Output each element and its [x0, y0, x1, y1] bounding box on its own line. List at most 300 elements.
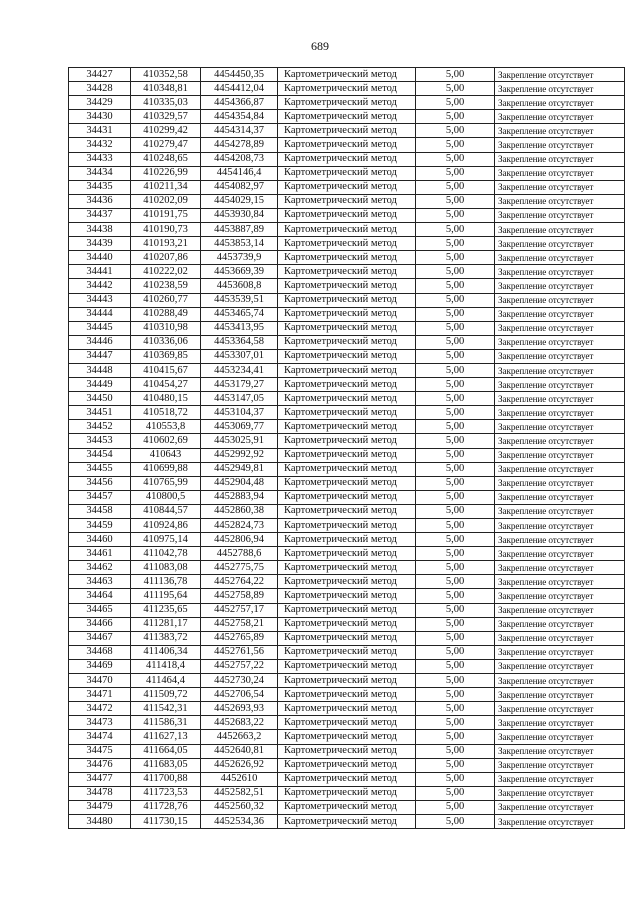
- point-number-cell: 34475: [69, 744, 131, 758]
- method-cell: Картометрический метод: [278, 490, 416, 504]
- point-number-cell: 34474: [69, 730, 131, 744]
- accuracy-cell: 5,00: [416, 603, 495, 617]
- y-coordinate-cell: 4452761,56: [201, 645, 278, 659]
- accuracy-cell: 5,00: [416, 251, 495, 265]
- x-coordinate-cell: 410310,98: [131, 321, 201, 335]
- table-row: [69, 716, 625, 730]
- y-coordinate-cell: 4454146,4: [201, 166, 278, 180]
- table-row: [69, 138, 625, 152]
- point-number-cell: 34435: [69, 180, 131, 194]
- point-number-cell: 34478: [69, 786, 131, 800]
- x-coordinate-cell: 410335,03: [131, 96, 201, 110]
- table-row: [69, 631, 625, 645]
- fixation-note-cell: Закрепление отсутствует: [495, 152, 625, 166]
- y-coordinate-cell: 4452560,32: [201, 800, 278, 814]
- fixation-note-cell: Закрепление отсутствует: [495, 800, 625, 814]
- y-coordinate-cell: 4454208,73: [201, 152, 278, 166]
- x-coordinate-cell: 410454,27: [131, 378, 201, 392]
- x-coordinate-cell: 410191,75: [131, 208, 201, 222]
- method-cell: Картометрический метод: [278, 307, 416, 321]
- table-row: [69, 603, 625, 617]
- point-number-cell: 34456: [69, 476, 131, 490]
- method-cell: Картометрический метод: [278, 758, 416, 772]
- fixation-note-cell: Закрепление отсутствует: [495, 758, 625, 772]
- y-coordinate-cell: 4454354,84: [201, 110, 278, 124]
- y-coordinate-cell: 4453887,89: [201, 223, 278, 237]
- point-number-cell: 34446: [69, 335, 131, 349]
- y-coordinate-cell: 4452764,22: [201, 575, 278, 589]
- y-coordinate-cell: 4452757,22: [201, 659, 278, 673]
- x-coordinate-cell: 410248,65: [131, 152, 201, 166]
- fixation-note-cell: Закрепление отсутствует: [495, 575, 625, 589]
- y-coordinate-cell: 4453179,27: [201, 378, 278, 392]
- x-coordinate-cell: 410348,81: [131, 82, 201, 96]
- fixation-note-cell: Закрепление отсутствует: [495, 603, 625, 617]
- fixation-note-cell: Закрепление отсутствует: [495, 265, 625, 279]
- method-cell: Картометрический метод: [278, 180, 416, 194]
- fixation-note-cell: Закрепление отсутствует: [495, 730, 625, 744]
- y-coordinate-cell: 4453465,74: [201, 307, 278, 321]
- accuracy-cell: 5,00: [416, 68, 495, 82]
- y-coordinate-cell: 4454366,87: [201, 96, 278, 110]
- method-cell: Картометрический метод: [278, 575, 416, 589]
- accuracy-cell: 5,00: [416, 152, 495, 166]
- y-coordinate-cell: 4452806,94: [201, 533, 278, 547]
- x-coordinate-cell: 410800,5: [131, 490, 201, 504]
- fixation-note-cell: Закрепление отсутствует: [495, 335, 625, 349]
- table-row: [69, 504, 625, 518]
- accuracy-cell: 5,00: [416, 307, 495, 321]
- table-row: [69, 251, 625, 265]
- fixation-note-cell: Закрепление отсутствует: [495, 307, 625, 321]
- point-number-cell: 34477: [69, 772, 131, 786]
- fixation-note-cell: Закрепление отсутствует: [495, 786, 625, 800]
- point-number-cell: 34431: [69, 124, 131, 138]
- x-coordinate-cell: 411700,88: [131, 772, 201, 786]
- x-coordinate-cell: 411723,53: [131, 786, 201, 800]
- table-row: [69, 617, 625, 631]
- method-cell: Картометрический метод: [278, 378, 416, 392]
- table-row: [69, 124, 625, 138]
- point-number-cell: 34440: [69, 251, 131, 265]
- accuracy-cell: 5,00: [416, 279, 495, 293]
- y-coordinate-cell: 4453413,95: [201, 321, 278, 335]
- y-coordinate-cell: 4454412,04: [201, 82, 278, 96]
- method-cell: Картометрический метод: [278, 392, 416, 406]
- fixation-note-cell: Закрепление отсутствует: [495, 363, 625, 377]
- point-number-cell: 34441: [69, 265, 131, 279]
- fixation-note-cell: Закрепление отсутствует: [495, 645, 625, 659]
- table-row: [69, 533, 625, 547]
- method-cell: Картометрический метод: [278, 716, 416, 730]
- accuracy-cell: 5,00: [416, 617, 495, 631]
- method-cell: Картометрический метод: [278, 335, 416, 349]
- point-number-cell: 34443: [69, 293, 131, 307]
- method-cell: Картометрический метод: [278, 772, 416, 786]
- y-coordinate-cell: 4453608,8: [201, 279, 278, 293]
- accuracy-cell: 5,00: [416, 166, 495, 180]
- fixation-note-cell: Закрепление отсутствует: [495, 279, 625, 293]
- point-number-cell: 34453: [69, 434, 131, 448]
- x-coordinate-cell: 410222,02: [131, 265, 201, 279]
- y-coordinate-cell: 4453025,91: [201, 434, 278, 448]
- fixation-note-cell: Закрепление отсутствует: [495, 688, 625, 702]
- method-cell: Картометрический метод: [278, 406, 416, 420]
- accuracy-cell: 5,00: [416, 293, 495, 307]
- x-coordinate-cell: 410211,34: [131, 180, 201, 194]
- y-coordinate-cell: 4452758,21: [201, 617, 278, 631]
- accuracy-cell: 5,00: [416, 194, 495, 208]
- table-row: [69, 237, 625, 251]
- method-cell: Картометрический метод: [278, 730, 416, 744]
- fixation-note-cell: Закрепление отсутствует: [495, 237, 625, 251]
- accuracy-cell: 5,00: [416, 772, 495, 786]
- y-coordinate-cell: 4453539,51: [201, 293, 278, 307]
- x-coordinate-cell: 410260,77: [131, 293, 201, 307]
- accuracy-cell: 5,00: [416, 561, 495, 575]
- method-cell: Картометрический метод: [278, 152, 416, 166]
- accuracy-cell: 5,00: [416, 406, 495, 420]
- fixation-note-cell: Закрепление отсутствует: [495, 349, 625, 363]
- x-coordinate-cell: 410226,99: [131, 166, 201, 180]
- point-number-cell: 34480: [69, 814, 131, 828]
- y-coordinate-cell: 4452534,36: [201, 814, 278, 828]
- table-row: [69, 547, 625, 561]
- point-number-cell: 34442: [69, 279, 131, 293]
- accuracy-cell: 5,00: [416, 82, 495, 96]
- fixation-note-cell: Закрепление отсутствует: [495, 420, 625, 434]
- method-cell: Картометрический метод: [278, 293, 416, 307]
- y-coordinate-cell: 4452582,51: [201, 786, 278, 800]
- point-number-cell: 34438: [69, 223, 131, 237]
- fixation-note-cell: Закрепление отсутствует: [495, 208, 625, 222]
- point-number-cell: 34476: [69, 758, 131, 772]
- table-row: [69, 800, 625, 814]
- accuracy-cell: 5,00: [416, 674, 495, 688]
- point-number-cell: 34472: [69, 702, 131, 716]
- method-cell: Картометрический метод: [278, 208, 416, 222]
- fixation-note-cell: Закрепление отсутствует: [495, 617, 625, 631]
- x-coordinate-cell: 411195,64: [131, 589, 201, 603]
- table-row: [69, 152, 625, 166]
- accuracy-cell: 5,00: [416, 645, 495, 659]
- y-coordinate-cell: 4452775,75: [201, 561, 278, 575]
- fixation-note-cell: Закрепление отсутствует: [495, 702, 625, 716]
- y-coordinate-cell: 4454314,37: [201, 124, 278, 138]
- table-row: [69, 208, 625, 222]
- accuracy-cell: 5,00: [416, 110, 495, 124]
- table-row: [69, 420, 625, 434]
- x-coordinate-cell: 410975,14: [131, 533, 201, 547]
- table-row: [69, 223, 625, 237]
- fixation-note-cell: Закрепление отсутствует: [495, 68, 625, 82]
- table-row: [69, 674, 625, 688]
- fixation-note-cell: Закрепление отсутствует: [495, 716, 625, 730]
- fixation-note-cell: Закрепление отсутствует: [495, 223, 625, 237]
- x-coordinate-cell: 411542,31: [131, 702, 201, 716]
- accuracy-cell: 5,00: [416, 223, 495, 237]
- x-coordinate-cell: 411627,13: [131, 730, 201, 744]
- accuracy-cell: 5,00: [416, 659, 495, 673]
- accuracy-cell: 5,00: [416, 504, 495, 518]
- x-coordinate-cell: 410699,88: [131, 462, 201, 476]
- accuracy-cell: 5,00: [416, 702, 495, 716]
- accuracy-cell: 5,00: [416, 800, 495, 814]
- point-number-cell: 34471: [69, 688, 131, 702]
- accuracy-cell: 5,00: [416, 688, 495, 702]
- table-row: [69, 814, 625, 828]
- x-coordinate-cell: 411664,05: [131, 744, 201, 758]
- x-coordinate-cell: 410336,06: [131, 335, 201, 349]
- method-cell: Картометрический метод: [278, 265, 416, 279]
- point-number-cell: 34466: [69, 617, 131, 631]
- fixation-note-cell: Закрепление отсутствует: [495, 110, 625, 124]
- method-cell: Картометрический метод: [278, 194, 416, 208]
- table-row: [69, 82, 625, 96]
- x-coordinate-cell: 410279,47: [131, 138, 201, 152]
- table-row: [69, 448, 625, 462]
- table-row: [69, 758, 625, 772]
- x-coordinate-cell: 410369,85: [131, 349, 201, 363]
- y-coordinate-cell: 4452640,81: [201, 744, 278, 758]
- x-coordinate-cell: 411281,17: [131, 617, 201, 631]
- fixation-note-cell: Закрепление отсутствует: [495, 194, 625, 208]
- x-coordinate-cell: 410352,58: [131, 68, 201, 82]
- point-number-cell: 34433: [69, 152, 131, 166]
- table-row: [69, 702, 625, 716]
- x-coordinate-cell: 410480,15: [131, 392, 201, 406]
- point-number-cell: 34434: [69, 166, 131, 180]
- x-coordinate-cell: 410329,57: [131, 110, 201, 124]
- method-cell: Картометрический метод: [278, 448, 416, 462]
- fixation-note-cell: Закрепление отсутствует: [495, 744, 625, 758]
- table-row: [69, 772, 625, 786]
- y-coordinate-cell: 4452949,81: [201, 462, 278, 476]
- fixation-note-cell: Закрепление отсутствует: [495, 251, 625, 265]
- fixation-note-cell: Закрепление отсутствует: [495, 392, 625, 406]
- point-number-cell: 34448: [69, 363, 131, 377]
- y-coordinate-cell: 4452904,48: [201, 476, 278, 490]
- accuracy-cell: 5,00: [416, 589, 495, 603]
- table-row: [69, 68, 625, 82]
- accuracy-cell: 5,00: [416, 758, 495, 772]
- y-coordinate-cell: 4453853,14: [201, 237, 278, 251]
- point-number-cell: 34452: [69, 420, 131, 434]
- method-cell: Картометрический метод: [278, 434, 416, 448]
- table-row: [69, 392, 625, 406]
- fixation-note-cell: Закрепление отсутствует: [495, 772, 625, 786]
- x-coordinate-cell: 411586,31: [131, 716, 201, 730]
- x-coordinate-cell: 410193,21: [131, 237, 201, 251]
- method-cell: Картометрический метод: [278, 96, 416, 110]
- accuracy-cell: 5,00: [416, 462, 495, 476]
- fixation-note-cell: Закрепление отсутствует: [495, 462, 625, 476]
- y-coordinate-cell: 4453930,84: [201, 208, 278, 222]
- method-cell: Картометрический метод: [278, 279, 416, 293]
- point-number-cell: 34427: [69, 68, 131, 82]
- point-number-cell: 34461: [69, 547, 131, 561]
- fixation-note-cell: Закрепление отсутствует: [495, 490, 625, 504]
- table-row: [69, 744, 625, 758]
- accuracy-cell: 5,00: [416, 265, 495, 279]
- point-number-cell: 34437: [69, 208, 131, 222]
- method-cell: Картометрический метод: [278, 124, 416, 138]
- table-row: [69, 349, 625, 363]
- x-coordinate-cell: 411083,08: [131, 561, 201, 575]
- x-coordinate-cell: 410553,8: [131, 420, 201, 434]
- y-coordinate-cell: 4452610: [201, 772, 278, 786]
- table-row: [69, 575, 625, 589]
- coordinates-table: [68, 67, 625, 829]
- method-cell: Картометрический метод: [278, 68, 416, 82]
- method-cell: Картометрический метод: [278, 476, 416, 490]
- y-coordinate-cell: 4453234,41: [201, 363, 278, 377]
- accuracy-cell: 5,00: [416, 730, 495, 744]
- method-cell: Картометрический метод: [278, 603, 416, 617]
- table-row: [69, 265, 625, 279]
- table-row: [69, 96, 625, 110]
- fixation-note-cell: Закрепление отсутствует: [495, 631, 625, 645]
- accuracy-cell: 5,00: [416, 434, 495, 448]
- y-coordinate-cell: 4452824,73: [201, 519, 278, 533]
- accuracy-cell: 5,00: [416, 96, 495, 110]
- table-row: [69, 307, 625, 321]
- x-coordinate-cell: 411683,05: [131, 758, 201, 772]
- accuracy-cell: 5,00: [416, 814, 495, 828]
- fixation-note-cell: Закрепление отсутствует: [495, 138, 625, 152]
- accuracy-cell: 5,00: [416, 547, 495, 561]
- x-coordinate-cell: 410765,99: [131, 476, 201, 490]
- table-row: [69, 378, 625, 392]
- accuracy-cell: 5,00: [416, 335, 495, 349]
- accuracy-cell: 5,00: [416, 378, 495, 392]
- method-cell: Картометрический метод: [278, 659, 416, 673]
- x-coordinate-cell: 410924,86: [131, 519, 201, 533]
- point-number-cell: 34445: [69, 321, 131, 335]
- method-cell: Картометрический метод: [278, 631, 416, 645]
- method-cell: Картометрический метод: [278, 251, 416, 265]
- fixation-note-cell: Закрепление отсутствует: [495, 321, 625, 335]
- accuracy-cell: 5,00: [416, 349, 495, 363]
- point-number-cell: 34454: [69, 448, 131, 462]
- table-row: [69, 110, 625, 124]
- accuracy-cell: 5,00: [416, 519, 495, 533]
- fixation-note-cell: Закрепление отсутствует: [495, 814, 625, 828]
- x-coordinate-cell: 411509,72: [131, 688, 201, 702]
- method-cell: Картометрический метод: [278, 349, 416, 363]
- accuracy-cell: 5,00: [416, 138, 495, 152]
- point-number-cell: 34464: [69, 589, 131, 603]
- accuracy-cell: 5,00: [416, 180, 495, 194]
- y-coordinate-cell: 4452883,94: [201, 490, 278, 504]
- y-coordinate-cell: 4452860,38: [201, 504, 278, 518]
- table-row: [69, 589, 625, 603]
- point-number-cell: 34470: [69, 674, 131, 688]
- table-row: [69, 659, 625, 673]
- page-number: 689: [311, 39, 329, 53]
- table-row: [69, 335, 625, 349]
- y-coordinate-cell: 4452992,92: [201, 448, 278, 462]
- point-number-cell: 34459: [69, 519, 131, 533]
- point-number-cell: 34467: [69, 631, 131, 645]
- point-number-cell: 34455: [69, 462, 131, 476]
- x-coordinate-cell: 411728,76: [131, 800, 201, 814]
- method-cell: Картометрический метод: [278, 420, 416, 434]
- accuracy-cell: 5,00: [416, 448, 495, 462]
- table-row: [69, 476, 625, 490]
- fixation-note-cell: Закрепление отсутствует: [495, 434, 625, 448]
- accuracy-cell: 5,00: [416, 533, 495, 547]
- accuracy-cell: 5,00: [416, 237, 495, 251]
- y-coordinate-cell: 4453739,9: [201, 251, 278, 265]
- accuracy-cell: 5,00: [416, 786, 495, 800]
- y-coordinate-cell: 4452788,6: [201, 547, 278, 561]
- point-number-cell: 34468: [69, 645, 131, 659]
- fixation-note-cell: Закрепление отсутствует: [495, 96, 625, 110]
- x-coordinate-cell: 411136,78: [131, 575, 201, 589]
- point-number-cell: 34436: [69, 194, 131, 208]
- x-coordinate-cell: 410844,57: [131, 504, 201, 518]
- x-coordinate-cell: 410299,42: [131, 124, 201, 138]
- y-coordinate-cell: 4452730,24: [201, 674, 278, 688]
- fixation-note-cell: Закрепление отсутствует: [495, 166, 625, 180]
- fixation-note-cell: Закрепление отсутствует: [495, 293, 625, 307]
- x-coordinate-cell: 410207,86: [131, 251, 201, 265]
- table-row: [69, 406, 625, 420]
- y-coordinate-cell: 4452757,17: [201, 603, 278, 617]
- accuracy-cell: 5,00: [416, 476, 495, 490]
- point-number-cell: 34429: [69, 96, 131, 110]
- y-coordinate-cell: 4454450,35: [201, 68, 278, 82]
- method-cell: Картометрический метод: [278, 504, 416, 518]
- method-cell: Картометрический метод: [278, 166, 416, 180]
- method-cell: Картометрический метод: [278, 561, 416, 575]
- table-row: [69, 321, 625, 335]
- y-coordinate-cell: 4452706,54: [201, 688, 278, 702]
- y-coordinate-cell: 4453104,37: [201, 406, 278, 420]
- accuracy-cell: 5,00: [416, 575, 495, 589]
- table-row: [69, 194, 625, 208]
- table-row: [69, 786, 625, 800]
- y-coordinate-cell: 4454029,15: [201, 194, 278, 208]
- method-cell: Картометрический метод: [278, 519, 416, 533]
- fixation-note-cell: Закрепление отсутствует: [495, 378, 625, 392]
- x-coordinate-cell: 410190,73: [131, 223, 201, 237]
- method-cell: Картометрический метод: [278, 321, 416, 335]
- x-coordinate-cell: 410202,09: [131, 194, 201, 208]
- table-row: [69, 645, 625, 659]
- x-coordinate-cell: 411418,4: [131, 659, 201, 673]
- accuracy-cell: 5,00: [416, 208, 495, 222]
- y-coordinate-cell: 4452683,22: [201, 716, 278, 730]
- x-coordinate-cell: 410643: [131, 448, 201, 462]
- fixation-note-cell: Закрепление отсутствует: [495, 448, 625, 462]
- fixation-note-cell: Закрепление отсутствует: [495, 504, 625, 518]
- fixation-note-cell: Закрепление отсутствует: [495, 519, 625, 533]
- method-cell: Картометрический метод: [278, 363, 416, 377]
- x-coordinate-cell: 410518,72: [131, 406, 201, 420]
- method-cell: Картометрический метод: [278, 589, 416, 603]
- method-cell: Картометрический метод: [278, 533, 416, 547]
- point-number-cell: 34473: [69, 716, 131, 730]
- point-number-cell: 34458: [69, 504, 131, 518]
- fixation-note-cell: Закрепление отсутствует: [495, 124, 625, 138]
- point-number-cell: 34465: [69, 603, 131, 617]
- x-coordinate-cell: 411383,72: [131, 631, 201, 645]
- point-number-cell: 34450: [69, 392, 131, 406]
- point-number-cell: 34439: [69, 237, 131, 251]
- x-coordinate-cell: 411042,78: [131, 547, 201, 561]
